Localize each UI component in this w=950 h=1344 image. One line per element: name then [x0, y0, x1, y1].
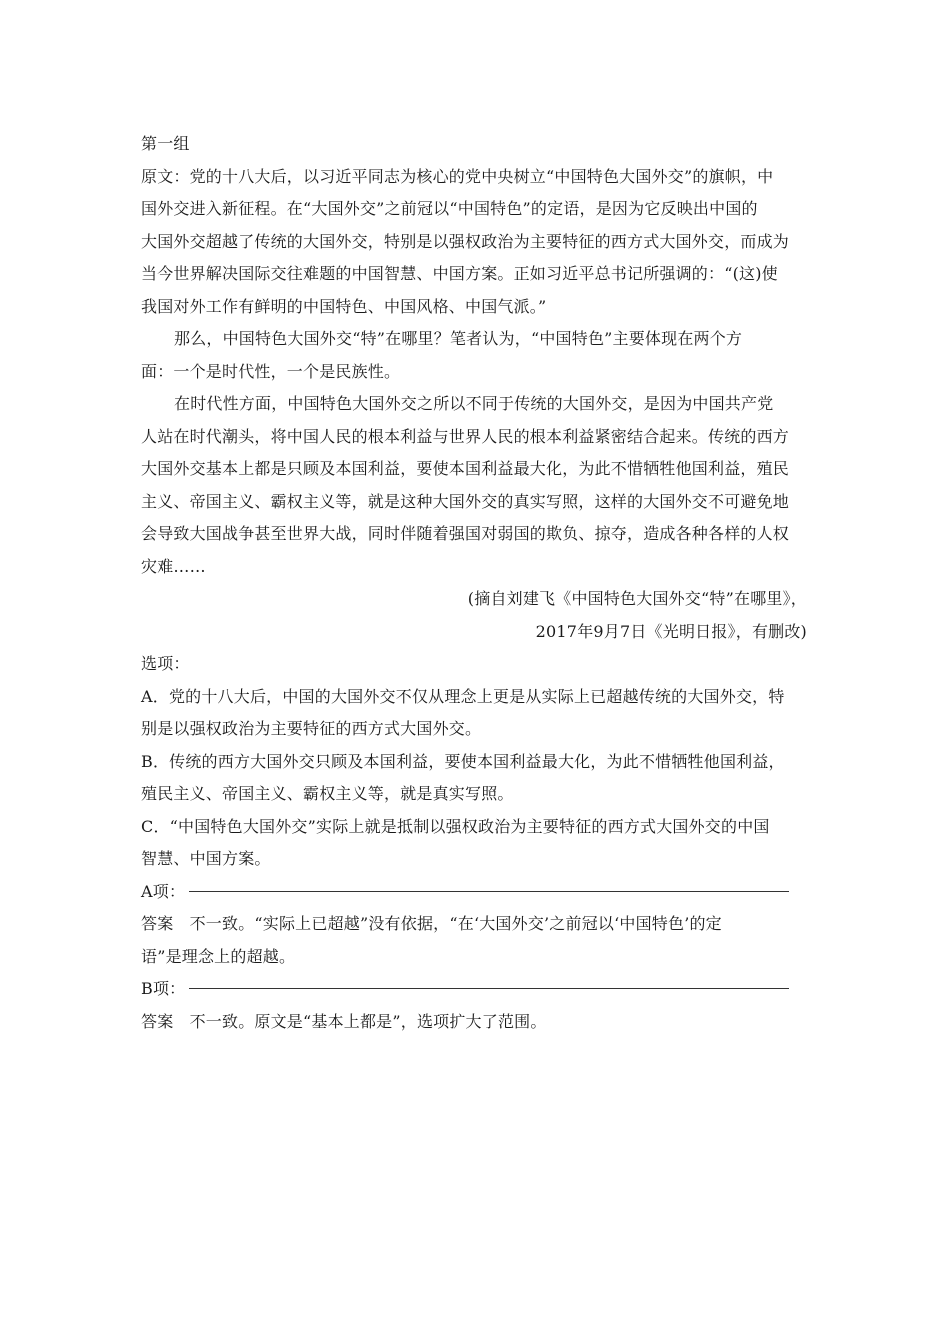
citation-line: 2017年9月7日《光明日报》，有删改)	[535, 621, 807, 641]
document-page	[141, 128, 813, 1038]
item-b-answer-blank[interactable]	[189, 988, 789, 989]
text-line: 在时代性方面，中国特色大国外交之所以不同于传统的大国外交，是因为中国共产党	[174, 394, 774, 413]
text-line: C．“中国特色大国外交”实际上就是抵制以强权政治为主要特征的西方式大国外交的中国	[141, 816, 770, 836]
option-a	[141, 681, 813, 746]
text-line: 大国外交超越了传统的大国外交，特别是以强权政治为主要特征的西方式大国外交，而成为	[141, 231, 790, 251]
item-a-row	[141, 876, 813, 909]
text-line: A．党的十八大后，中国的大国外交不仅从理念上更是从实际上已超越传统的大国外交，特	[141, 686, 785, 706]
text-line: 大国外交基本上都是只顾及本国利益，要使本国利益最大化，为此不惜牺牲他国利益，殖民	[141, 459, 790, 478]
item-a-label: A项：	[141, 881, 186, 901]
text-line: 那么，中国特色大国外交“特”在哪里？笔者认为，“中国特色”主要体现在两个方	[174, 329, 743, 348]
text-line: 当今世界解决国际交往难题的中国智慧、中国方案。正如习近平总书记所强调的：“(这)使	[141, 264, 778, 283]
citation-line: (摘自刘建飞《中国特色大国外交“特”在哪里》，	[467, 589, 807, 608]
paragraph-2	[141, 323, 813, 388]
option-b	[141, 746, 813, 811]
text-line: 灾难……	[141, 556, 206, 576]
text-line: 国外交进入新征程。在“大国外交”之前冠以“中国特色”的定语，是因为它反映出中国的	[141, 199, 758, 218]
text-line: 语”是理念上的超越。	[141, 946, 296, 966]
text-line: 主义、帝国主义、霸权主义等，就是这种大国外交的真实写照，这样的大国外交不可避免地	[141, 491, 790, 511]
item-a-answer-blank[interactable]	[189, 891, 789, 892]
text-line: 别是以强权政治为主要特征的西方式大国外交。	[141, 719, 482, 738]
answer-b	[141, 1006, 813, 1039]
item-b-label: B项：	[141, 979, 186, 998]
text-line: 我国对外工作有鲜明的中国特色、中国风格、中国气派。”	[141, 296, 547, 316]
original-text	[141, 161, 813, 324]
group-heading: 第一组	[141, 134, 190, 153]
text-line: 人站在时代潮头，将中国人民的根本利益与世界人民的根本利益紧密结合起来。传统的西方	[141, 426, 790, 446]
text-line: 原文：党的十八大后，以习近平同志为核心的党中央树立“中国特色大国外交”的旗帜，中	[141, 166, 774, 186]
text-line: 面：一个是时代性，一个是民族性。	[141, 361, 401, 381]
text-line: 会导致大国战争甚至世界大战，同时伴随着强国对弱国的欺负、掠夺，造成各种各样的人权	[141, 524, 790, 543]
text-line: 殖民主义、帝国主义、霸权主义等，就是真实写照。	[141, 784, 514, 803]
item-b-row	[141, 973, 813, 1006]
text-line: 答案 不一致。原文是“基本上都是”，选项扩大了范围。	[141, 1011, 547, 1031]
text-line: 答案 不一致。“实际上已超越”没有依据，“在‘大国外交’之前冠以‘中国特色’的定	[141, 914, 722, 933]
answer-a	[141, 908, 813, 973]
text-line: B．传统的西方大国外交只顾及本国利益，要使本国利益最大化，为此不惜牺牲他国利益，	[141, 751, 785, 771]
paragraph-3	[141, 388, 813, 583]
text-line: 智慧、中国方案。	[141, 849, 271, 868]
options-heading: 选项：	[141, 654, 190, 673]
source-citation	[141, 583, 813, 648]
option-c	[141, 811, 813, 876]
